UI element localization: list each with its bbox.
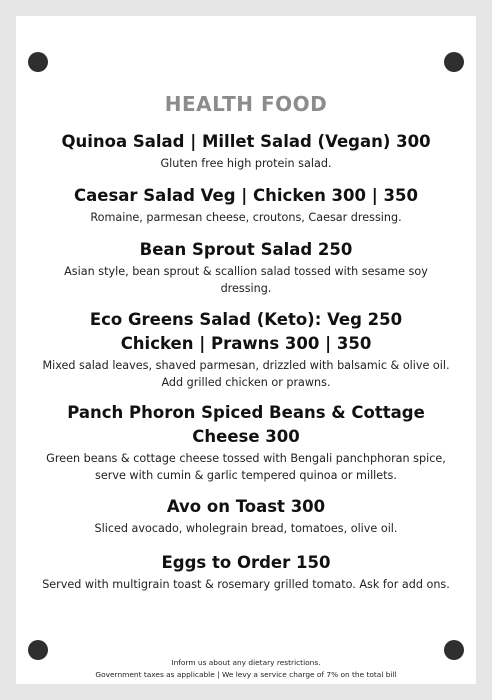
menu-item-name-line1: Panch Phoron Spiced Beans & Cottage — [67, 403, 425, 422]
menu-item-name: Bean Sprout Salad 250 — [139, 240, 353, 259]
footer-tax-note: Government taxes as applicable | We levy a service charge of 7% on the total bill — [95, 670, 397, 679]
menu-item-description: Served with multigrain toast & rosemary grilled tomato. Ask for add ons. — [42, 578, 450, 591]
menu-footer — [16, 657, 476, 681]
menu-item — [40, 238, 452, 297]
menu-item — [40, 401, 452, 484]
menu-item-name: Eggs to Order 150 — [161, 553, 331, 572]
menu-item-description: Gluten free high protein salad. — [160, 157, 332, 170]
menu-item-name-line1: Eco Greens Salad (Keto): Veg 250 — [89, 310, 403, 329]
menu-item-description: Mixed salad leaves, shaved parmesan, drizzled with balsamic & olive oil. Add grilled chicken or prawns. — [42, 359, 450, 389]
menu-item — [40, 130, 452, 172]
menu-item-name-line2: Chicken | Prawns 300 | 350 — [120, 334, 372, 353]
menu-title: HEALTH FOOD — [164, 92, 328, 116]
menu-page — [16, 16, 476, 684]
menu-item-name: Quinoa Salad | Millet Salad (Vegan) 300 — [61, 132, 431, 151]
pin-top-left — [28, 52, 48, 72]
menu-item-description: Asian style, bean sprout & scallion salad tossed with sesame soy dressing. — [64, 265, 428, 295]
menu-item-description: Romaine, parmesan cheese, croutons, Caesar dressing. — [90, 211, 402, 224]
menu-item-name: Avo on Toast 300 — [166, 497, 326, 516]
menu-item-description: Sliced avocado, wholegrain bread, tomatoes, olive oil. — [94, 522, 398, 535]
menu-item — [40, 551, 452, 593]
menu-item-name-line2: Cheese 300 — [192, 427, 300, 446]
footer-dietary-note: Inform us about any dietary restrictions. — [171, 658, 321, 667]
pin-top-right — [444, 52, 464, 72]
menu-item-description: Green beans & cottage cheese tossed with Bengali panchphoran spice, serve with cumin & garlic tempered quinoa or millets. — [46, 452, 446, 482]
menu-item-name: Caesar Salad Veg | Chicken 300 | 350 — [74, 186, 418, 205]
menu-item — [40, 184, 452, 226]
menu-item — [40, 495, 452, 537]
menu-item — [40, 308, 452, 391]
